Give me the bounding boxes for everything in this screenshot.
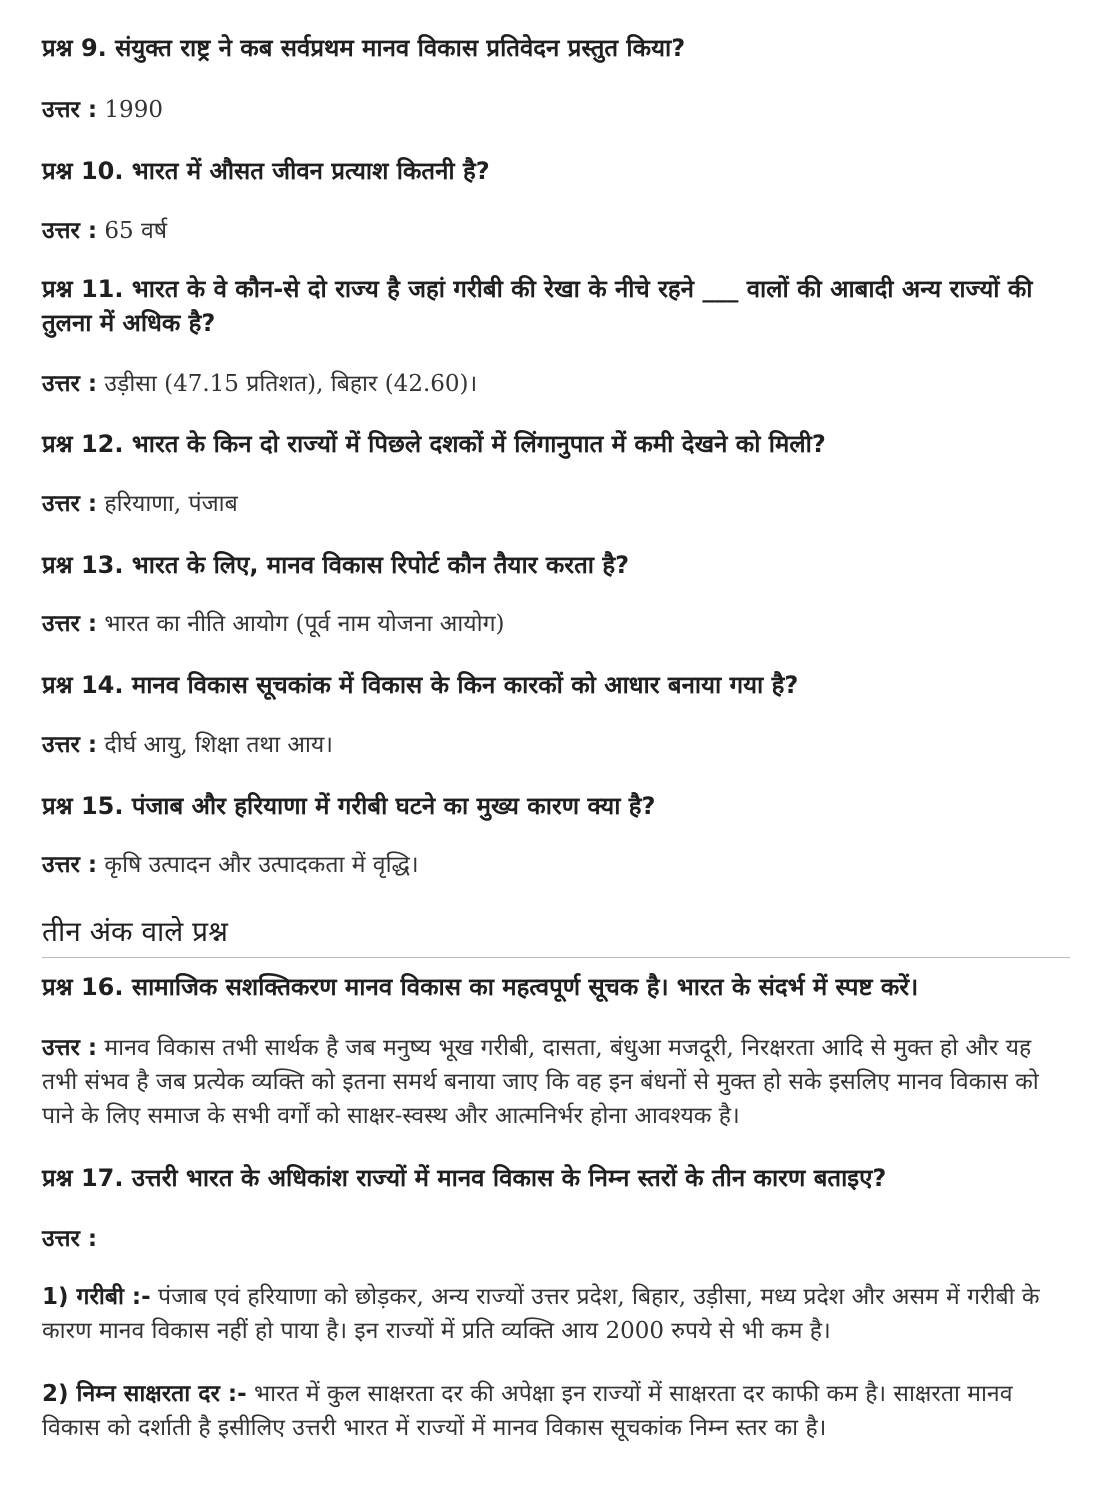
question-9: प्रश्न 9. संयुक्त राष्ट्र ने कब सर्वप्रथम मानव विकास प्रतिवेदन प्रस्तुत किया? <box>42 34 686 62</box>
answer-17-point-1 <box>42 1280 1072 1348</box>
answer-text: हरियाणा, पंजाब <box>104 491 238 517</box>
answer-label: उत्तर : <box>42 611 98 637</box>
answer-16 <box>42 1031 1072 1133</box>
answer-text: उड़ीसा (47.15 प्रतिशत), बिहार (42.60)। <box>104 371 478 397</box>
answer-9 <box>42 93 1072 127</box>
answer-text: मानव विकास तभी सार्थक है जब मनुष्य भूख गरीबी, दासता, बंधुआ मजदूरी, निरक्षरता आदि से मुक्त हो और यह तभी संभव है जब प्रत्येक व्यक्ति को इतना समर्थ बनाया जाए कि वह इन बंधनों से मुक्त हो सके इसलिए मानव विकास को पाने के लिए समाज के सभी वर्गों को साक्षर-स्वस्थ और आत्मनिर्भर होना आवश्यक है। <box>42 1035 1039 1129</box>
answer-17-point-2 <box>42 1377 1072 1445</box>
answer-17 <box>42 1222 1072 1256</box>
question-10: प्रश्न 10. भारत में औसत जीवन प्रत्याश कितनी है? <box>42 157 490 185</box>
answer-12 <box>42 487 1072 521</box>
answer-text: भारत का नीति आयोग (पूर्व नाम योजना आयोग) <box>104 611 505 637</box>
question-11: प्रश्न 11. भारत के वे कौन-से दो राज्य है जहां गरीबी की रेखा के नीचे रहने ___ वालों की आबादी अन्य राज्यों की तुलना में अधिक है? <box>42 275 1033 337</box>
answer-label: उत्तर : <box>42 218 98 244</box>
answer-label: उत्तर : <box>42 1226 98 1252</box>
question-17: प्रश्न 17. उत्तरी भारत के अधिकांश राज्यों में मानव विकास के निम्न स्तरों के तीन कारण बताइए? <box>42 1164 887 1192</box>
answer-label: उत्तर : <box>42 852 98 878</box>
point-text: पंजाब एवं हरियाणा को छोड़कर, अन्य राज्यों उत्तर प्रदेश, बिहार, उड़ीसा, मध्य प्रदेश और असम में गरीबी के कारण मानव विकास नहीं हो पाया है। इन राज्यों में प्रति व्यक्ति आय 2000 रुपये से भी कम है। <box>42 1284 1040 1344</box>
answer-label: उत्तर : <box>42 97 98 123</box>
answer-text: 65 वर्ष <box>104 218 168 244</box>
point-label: 1) गरीबी :- <box>42 1284 151 1310</box>
answer-label: उत्तर : <box>42 491 98 517</box>
section-divider <box>42 957 1070 958</box>
question-16: प्रश्न 16. सामाजिक सशक्तिकरण मानव विकास का महत्वपूर्ण सूचक है। भारत के संदर्भ में स्पष्ट करें। <box>42 973 919 1001</box>
section-heading: तीन अंक वाले प्रश्न <box>42 915 228 948</box>
answer-label: उत्तर : <box>42 1035 98 1061</box>
answer-text: कृषि उत्पादन और उत्पादकता में वृद्धि। <box>104 852 419 878</box>
answer-14 <box>42 728 1072 762</box>
point-text: भारत में कुल साक्षरता दर की अपेक्षा इन राज्यों में साक्षरता दर काफी कम है। साक्षरता मानव विकास को दर्शाती है इसीलिए उत्तरी भारत में राज्यों में मानव विकास सूचकांक निम्न स्तर का है। <box>42 1381 1013 1441</box>
answer-15 <box>42 848 1072 882</box>
answer-text: 1990 <box>104 97 163 123</box>
question-13: प्रश्न 13. भारत के लिए, मानव विकास रिपोर्ट कौन तैयार करता है? <box>42 551 629 579</box>
question-15: प्रश्न 15. पंजाब और हरियाणा में गरीबी घटने का मुख्य कारण क्या है? <box>42 792 656 820</box>
answer-10 <box>42 214 1072 248</box>
question-12: प्रश्न 12. भारत के किन दो राज्यों में पिछले दशकों में लिंगानुपात में कमी देखने को मिली? <box>42 430 826 458</box>
answer-label: उत्तर : <box>42 732 98 758</box>
answer-13 <box>42 607 1072 641</box>
question-14: प्रश्न 14. मानव विकास सूचकांक में विकास के किन कारकों को आधार बनाया गया है? <box>42 671 799 699</box>
answer-label: उत्तर : <box>42 371 98 397</box>
answer-11 <box>42 367 1072 401</box>
point-label: 2) निम्न साक्षरता दर :- <box>42 1381 247 1407</box>
answer-text: दीर्घ आयु, शिक्षा तथा आय। <box>104 732 333 758</box>
